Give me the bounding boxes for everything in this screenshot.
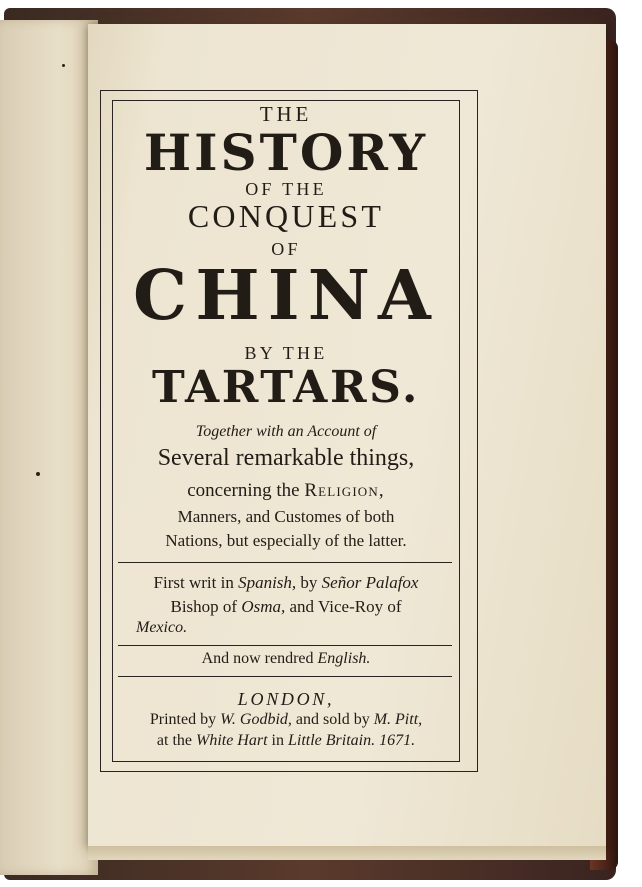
page-edge [88,846,606,860]
imprint-address [112,733,460,749]
author-title: Bishop of [170,597,238,616]
imprint-at-the: at the [156,732,192,749]
subtitle-religion: Religion, [304,480,385,501]
divider-rule [118,676,452,677]
imprint-year: 1671. [379,732,416,749]
title-history: HISTORY [143,123,429,182]
translation-text: And now rendred [201,650,314,667]
subtitle-together: Together with an Account of [195,423,377,440]
author-mexico: Mexico. [136,619,188,636]
subtitle-manners: Manners, and Customes of both [177,507,395,526]
author-name: Señor Palafox [321,573,419,592]
translation-language: English. [317,650,371,667]
subtitle-concerning [112,481,460,500]
title-tartars: TARTARS. [152,362,420,413]
ink-spot [36,472,40,476]
ink-spot [62,64,65,67]
subtitle-several: Several remarkable things, [157,445,415,471]
title-of: OF [271,239,301,259]
author-line-1 [112,574,460,591]
imprint-sold-by: and sold by [295,711,370,728]
author-line-2 [112,598,460,615]
author-language: Spanish, [238,573,297,592]
imprint-printed-by: Printed by [149,711,217,728]
imprint-street: Little Britain. [287,732,376,749]
imprint-london: LONDON, [237,689,335,709]
imprint-in: in [271,732,284,749]
divider-rule [118,645,452,646]
author-see: Osma, [241,597,286,616]
author-office: and Vice-Roy of [289,597,402,616]
author-text: First writ in [153,573,234,592]
divider-rule [118,562,452,563]
imprint-printer-name: W. Godbid, [220,711,292,728]
imprint-printer [112,712,460,728]
title-china: CHINA [133,256,439,336]
subtitle-concerning-text: concerning the [187,480,300,501]
subtitle-nations: Nations, but especially of the latter. [165,531,407,550]
facing-leaf [0,20,98,875]
title-conquest: CONQUEST [187,198,385,234]
imprint-seller-name: M. Pitt, [373,711,423,728]
title-of-the: OF THE [245,179,327,199]
title-by-the: BY THE [244,343,328,363]
translation-line [112,651,460,667]
title-the: THE [259,102,313,126]
author-by: by [300,573,318,592]
imprint-shop-sign: White Hart [195,732,268,749]
